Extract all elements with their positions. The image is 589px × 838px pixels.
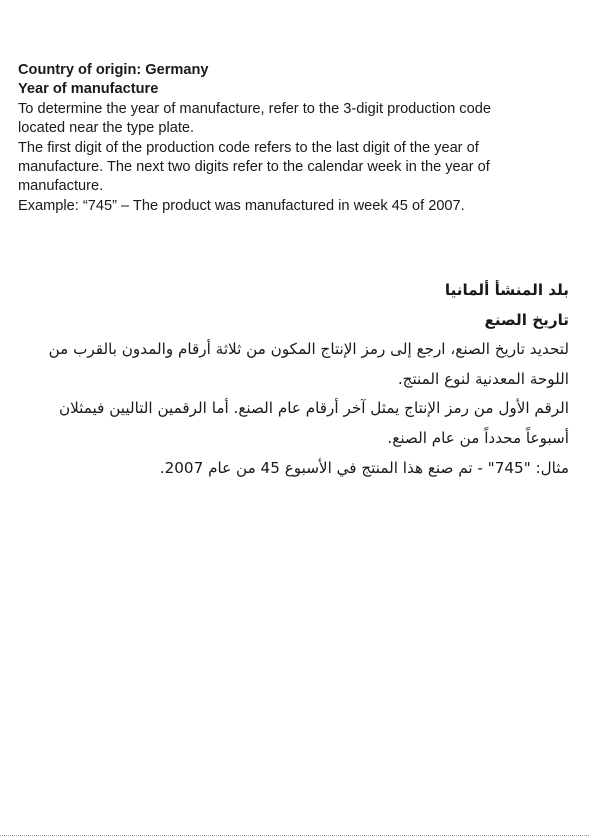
arabic-country-of-origin-heading: بلد المنشأ ألمانيا	[444, 281, 569, 299]
arabic-text-line: لتحديد تاريخ الصنع، ارجع إلى رمز الإنتاج المكون من ثلاثة أرقام والمدون بالقرب من	[48, 340, 569, 359]
english-section	[18, 61, 573, 216]
arabic-year-of-manufacture-heading: تاريخ الصنع	[484, 310, 569, 329]
arabic-text-line: الرقم الأول من رمز الإنتاج يمثل آخر أرقام عام الصنع. أما الرقمين التاليين فيمثلان	[58, 399, 569, 418]
english-text-line: manufacture.	[18, 178, 104, 195]
english-text-line: The first digit of the production code refers to the last digit of the year of	[18, 139, 479, 156]
arabic-example-line: مثال: "745" - تم صنع هذا المنتج في الأسبوع 45 من عام 2007.	[159, 458, 569, 477]
arabic-text-line: اللوحة المعدنية لنوع المنتج.	[397, 369, 569, 388]
english-text-line: located near the type plate.	[18, 120, 195, 137]
year-of-manufacture-heading: Year of manufacture	[18, 81, 159, 98]
english-example-line: Example: “745” – The product was manufactured in week 45 of 2007.	[18, 197, 465, 214]
english-text-line: To determine the year of manufacture, refer to the 3-digit production code	[18, 100, 491, 117]
arabic-text-line: أسبوعاً محدداً من عام الصنع.	[387, 428, 569, 447]
arabic-section	[9, 276, 569, 483]
page-bottom-divider	[0, 835, 589, 836]
english-text-line: manufacture. The next two digits refer to the calendar week in the year of	[18, 159, 490, 176]
country-of-origin-heading: Country of origin: Germany	[18, 62, 209, 78]
